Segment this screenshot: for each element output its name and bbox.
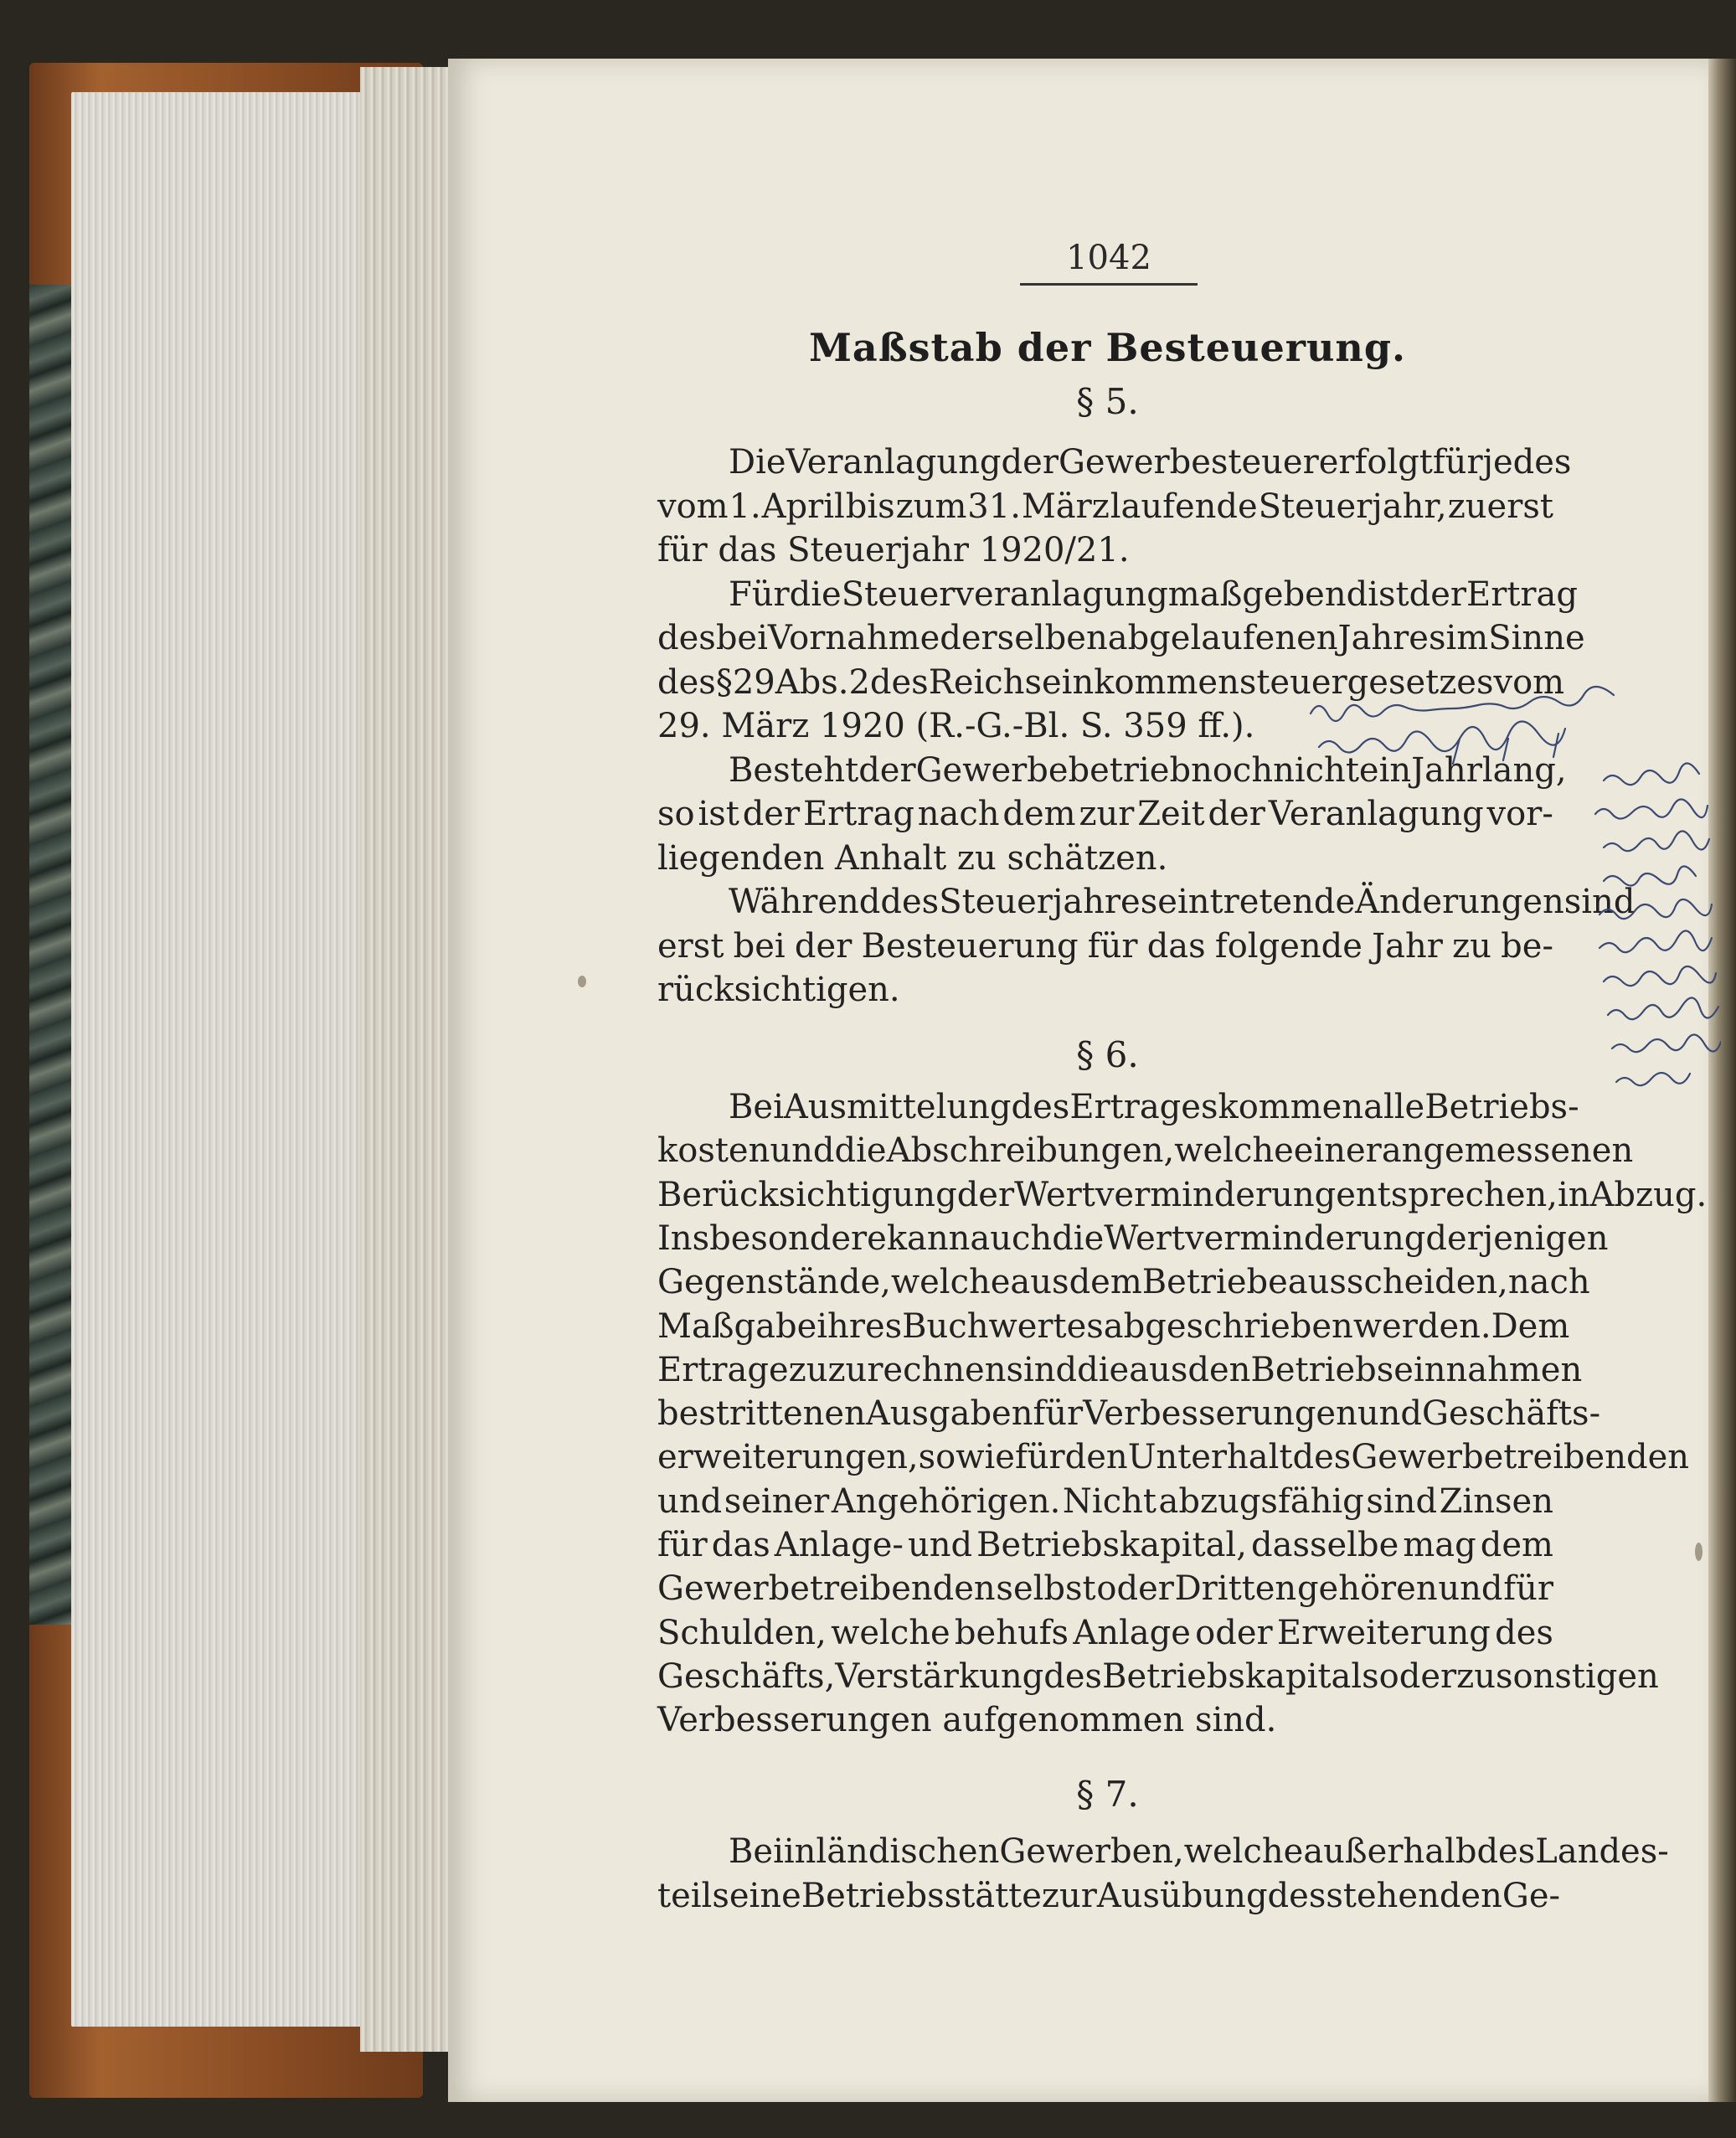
text-line xyxy=(657,1479,1553,1524)
word: für xyxy=(1087,926,1138,966)
word: Reichseinkommensteuergesetzes xyxy=(928,662,1494,702)
word: das xyxy=(1146,926,1206,966)
word: Ausmittelung xyxy=(783,1088,1012,1126)
word: des xyxy=(657,662,716,702)
word: Angehörigen. xyxy=(831,1481,1061,1521)
text-line xyxy=(657,1128,1634,1173)
word: Wertverminderung xyxy=(1014,1175,1337,1214)
page-number: 1042 xyxy=(1066,239,1151,277)
word: dem xyxy=(1480,1526,1553,1564)
word: bei xyxy=(733,926,786,966)
word: oder xyxy=(1195,1613,1273,1652)
word: erweiterungen, xyxy=(657,1438,919,1477)
word: in xyxy=(1557,1175,1590,1214)
word: sind xyxy=(1366,1481,1438,1521)
word: und xyxy=(1357,1394,1423,1434)
word: zur xyxy=(1041,1876,1097,1915)
word: dasselbe xyxy=(1251,1526,1399,1564)
word: bis xyxy=(845,487,895,526)
word: folgende xyxy=(1214,926,1363,966)
word: Betriebs- xyxy=(1424,1088,1579,1126)
word: und xyxy=(1438,1569,1503,1609)
word: oder xyxy=(1378,1656,1457,1696)
word: Ausgaben xyxy=(865,1394,1033,1434)
word: noch xyxy=(1191,750,1274,790)
word: zuzurechnen xyxy=(788,1350,1007,1389)
section-heading: Maßstab der Besteuerung. xyxy=(808,325,1407,370)
word: kann xyxy=(886,1218,971,1258)
word: Betriebsstätte xyxy=(801,1876,1042,1915)
word: sind xyxy=(1563,883,1636,921)
word: und xyxy=(907,1526,973,1564)
word: Die xyxy=(729,443,786,482)
word: aus xyxy=(1129,1350,1188,1389)
text-line xyxy=(657,1172,1708,1218)
word: die xyxy=(789,574,842,614)
text-line xyxy=(729,572,1578,617)
word: Verstärkung xyxy=(835,1656,1044,1696)
word: März xyxy=(1021,487,1110,526)
word: Zeit xyxy=(1137,795,1205,833)
word: nach xyxy=(1507,1263,1590,1302)
section-mark-5: § 5. xyxy=(1076,381,1139,422)
word: Landes- xyxy=(1535,1832,1669,1871)
word: Abzug. xyxy=(1589,1175,1708,1214)
word: Betriebe xyxy=(1141,1263,1288,1302)
word: des xyxy=(1043,1656,1103,1696)
word: Besteuerung xyxy=(861,926,1079,966)
word: Abschreibungen, xyxy=(886,1131,1175,1171)
word: zu xyxy=(1452,926,1491,966)
word: des xyxy=(1476,1832,1536,1871)
word: Für xyxy=(729,574,790,614)
text-line: liegenden Anhalt zu schätzen. xyxy=(657,838,1168,878)
word: eine xyxy=(729,1876,801,1915)
word: Ertrage xyxy=(657,1350,789,1389)
word: April xyxy=(761,487,845,526)
word: bestrittenen xyxy=(657,1394,866,1434)
text-line xyxy=(657,1435,1689,1480)
word: entsprechen, xyxy=(1336,1175,1558,1214)
word: abzugsfähig xyxy=(1158,1481,1364,1521)
word: das xyxy=(711,1526,770,1564)
word: Gewerbebetrieb xyxy=(915,750,1192,790)
word: 2 xyxy=(848,662,870,702)
word: behufs xyxy=(954,1613,1069,1652)
word: Zinsen xyxy=(1439,1481,1553,1521)
word: alle xyxy=(1363,1088,1425,1126)
text-line xyxy=(657,1873,1561,1919)
word: oder xyxy=(1096,1569,1174,1609)
word: ist xyxy=(1368,574,1409,614)
word: vor- xyxy=(1486,795,1553,833)
word: Ge- xyxy=(1502,1876,1561,1915)
word: die xyxy=(834,1131,887,1171)
text-line xyxy=(657,1216,1609,1261)
word: kommen xyxy=(1218,1088,1364,1126)
word: kosten xyxy=(657,1131,770,1171)
text-line xyxy=(657,1610,1553,1656)
word: zur xyxy=(1079,795,1135,833)
word: dem xyxy=(1002,795,1076,833)
word: Geschäfts, xyxy=(657,1656,836,1696)
page-edges-inner xyxy=(360,67,452,2052)
word: selbst xyxy=(996,1569,1096,1609)
word: laufende xyxy=(1110,487,1258,526)
word: des xyxy=(1292,1438,1352,1477)
word: Dem xyxy=(1491,1306,1570,1346)
word: ihres xyxy=(816,1306,903,1346)
word: jedes xyxy=(1482,443,1572,482)
word: der xyxy=(1409,574,1467,614)
word: Sinne xyxy=(1488,619,1585,657)
word: sonstigen xyxy=(1495,1656,1659,1696)
word: inländischen xyxy=(783,1832,1000,1871)
word: und xyxy=(770,1131,835,1171)
word: Gegenstände, xyxy=(657,1263,891,1302)
word: Buchwertes xyxy=(902,1306,1104,1346)
word: Abs. xyxy=(775,662,849,702)
word: für xyxy=(657,1526,708,1564)
word: Steuerjahr, xyxy=(1258,487,1447,526)
word: des xyxy=(1267,1876,1326,1915)
word: teils xyxy=(657,1876,729,1915)
text-line: für das Steuerjahr 1920/21. xyxy=(657,531,1130,569)
word: vom xyxy=(1493,662,1565,702)
word: der xyxy=(794,926,853,966)
word: im xyxy=(1445,619,1489,657)
handwritten-annotation xyxy=(1302,680,1721,1115)
word: nach xyxy=(917,795,1000,833)
word: Gewerben, xyxy=(999,1832,1184,1871)
word: Betriebseinnahmen xyxy=(1250,1350,1583,1389)
text-line xyxy=(657,1260,1590,1305)
text-line xyxy=(657,616,1585,661)
word: eintretende xyxy=(1157,883,1356,921)
word: Jahres xyxy=(1337,619,1446,657)
word: zuerst xyxy=(1447,487,1553,526)
word: so xyxy=(657,795,695,833)
word: der xyxy=(858,750,916,790)
word: Ertrages xyxy=(1069,1088,1218,1126)
word: Schulden, xyxy=(657,1613,827,1652)
word: Betriebskapital, xyxy=(976,1526,1247,1564)
word: aus xyxy=(1010,1263,1069,1302)
word: maßgebend xyxy=(1167,574,1368,614)
section-mark-6: § 6. xyxy=(1076,1034,1139,1075)
word: 1. xyxy=(729,487,761,526)
word: Veranlagung xyxy=(786,443,1002,482)
ink-spot-2 xyxy=(1695,1543,1703,1561)
word: sowie xyxy=(918,1438,1015,1477)
word: des xyxy=(657,619,716,657)
word: 29 xyxy=(732,662,775,702)
word: außerhalb xyxy=(1303,1832,1477,1871)
word: mag xyxy=(1403,1526,1476,1564)
word: des xyxy=(1495,1613,1553,1652)
word: den xyxy=(1187,1350,1251,1389)
word: Anlage- xyxy=(774,1526,904,1564)
word: Veranlagung xyxy=(1268,795,1484,833)
word: Änderungen xyxy=(1355,883,1564,921)
header-rule xyxy=(1020,283,1198,286)
word: derjenigen xyxy=(1425,1218,1609,1258)
word: welche xyxy=(1174,1131,1294,1171)
word: Ertrag xyxy=(1466,574,1578,614)
word: Geschäfts- xyxy=(1422,1394,1601,1434)
word: abgelaufenen xyxy=(1107,619,1338,657)
word: der xyxy=(742,795,801,833)
word: derselben xyxy=(940,619,1108,657)
text-line xyxy=(657,1391,1601,1436)
word: Unterhalt xyxy=(1127,1438,1293,1477)
word: zu xyxy=(1456,1656,1496,1696)
word: Steuerjahres xyxy=(939,883,1158,921)
word: nicht xyxy=(1273,750,1359,790)
word: der xyxy=(1001,443,1059,482)
word: Vornahme xyxy=(767,619,940,657)
word: angemessenen xyxy=(1381,1131,1634,1171)
text-line: 29. März 1920 (R.-G.-Bl. S. 359 ff.). xyxy=(657,707,1255,745)
word: Bei xyxy=(729,1832,784,1871)
word: Gewerbesteuer xyxy=(1058,443,1319,482)
text-line xyxy=(729,440,1572,485)
word: für xyxy=(1033,1394,1084,1434)
word: der xyxy=(1208,795,1265,833)
word: den xyxy=(1064,1438,1128,1477)
word: seiner xyxy=(724,1481,830,1521)
word: Jahr xyxy=(1372,926,1443,966)
text-line xyxy=(729,1829,1669,1874)
word: Wertverminderung xyxy=(1104,1218,1426,1258)
word: und xyxy=(657,1481,723,1521)
word: welche xyxy=(890,1263,1011,1302)
word: Erweiterung xyxy=(1276,1613,1491,1652)
text-line xyxy=(657,1347,1583,1393)
word: Besteht xyxy=(729,750,859,790)
word: Insbesondere xyxy=(657,1218,887,1258)
word: die xyxy=(1077,1350,1130,1389)
word: einer xyxy=(1293,1131,1382,1171)
word: gehören xyxy=(1296,1569,1438,1609)
text-line xyxy=(657,1304,1570,1349)
text-line: rücksichtigen. xyxy=(657,971,900,1009)
ink-spot xyxy=(578,976,586,987)
word: zum xyxy=(895,487,967,526)
word: für xyxy=(1432,443,1483,482)
word: der xyxy=(956,1175,1015,1214)
word: Jahr xyxy=(1411,750,1482,790)
word: bei xyxy=(715,619,768,657)
word: Nicht xyxy=(1062,1481,1156,1521)
word: ist xyxy=(698,795,739,833)
word: für xyxy=(1014,1438,1065,1477)
word: erfolgt xyxy=(1318,443,1433,482)
word: ein xyxy=(1358,750,1412,790)
word: vom xyxy=(657,487,729,526)
word: dem xyxy=(1069,1263,1142,1302)
word: welche xyxy=(831,1613,950,1652)
word: auch xyxy=(970,1218,1053,1258)
section-mark-7: § 7. xyxy=(1076,1774,1139,1815)
text-line xyxy=(657,1566,1553,1611)
word: Bei xyxy=(729,1088,784,1126)
text-line: Verbesserungen aufgenommen sind. xyxy=(657,1701,1277,1740)
word: lang, xyxy=(1481,750,1567,790)
word: Anlage xyxy=(1073,1613,1191,1652)
word: Ausübung xyxy=(1096,1876,1268,1915)
word: die xyxy=(1052,1218,1105,1258)
word: abgeschrieben xyxy=(1103,1306,1353,1346)
word: Verbesserungen xyxy=(1083,1394,1357,1434)
word: des xyxy=(869,662,929,702)
word: Berücksichtigung xyxy=(657,1175,957,1214)
word: Dritten xyxy=(1174,1569,1297,1609)
word: des xyxy=(1011,1088,1070,1126)
word: für xyxy=(1503,1569,1553,1609)
text-line xyxy=(657,1522,1553,1568)
text-line xyxy=(657,1654,1659,1699)
word: Gewerbetreibenden xyxy=(657,1569,996,1609)
text-line xyxy=(657,484,1553,529)
word: § xyxy=(715,662,733,702)
word: Steuerveranlagung xyxy=(841,574,1168,614)
word: stehenden xyxy=(1326,1876,1502,1915)
word: Maßgabe xyxy=(657,1306,817,1346)
word: Ertrag xyxy=(802,795,914,833)
word: be- xyxy=(1501,926,1553,966)
word: erst xyxy=(657,926,724,966)
word: Gewerbetreibenden xyxy=(1351,1438,1689,1477)
word: ausscheiden, xyxy=(1287,1263,1508,1302)
word: des xyxy=(880,883,940,921)
word: sind xyxy=(1006,1350,1078,1389)
word: Betriebskapitals xyxy=(1102,1656,1379,1696)
word: Während xyxy=(729,883,881,921)
word: 31. xyxy=(967,487,1021,526)
word: werden. xyxy=(1352,1306,1491,1346)
word: welche xyxy=(1183,1832,1304,1871)
